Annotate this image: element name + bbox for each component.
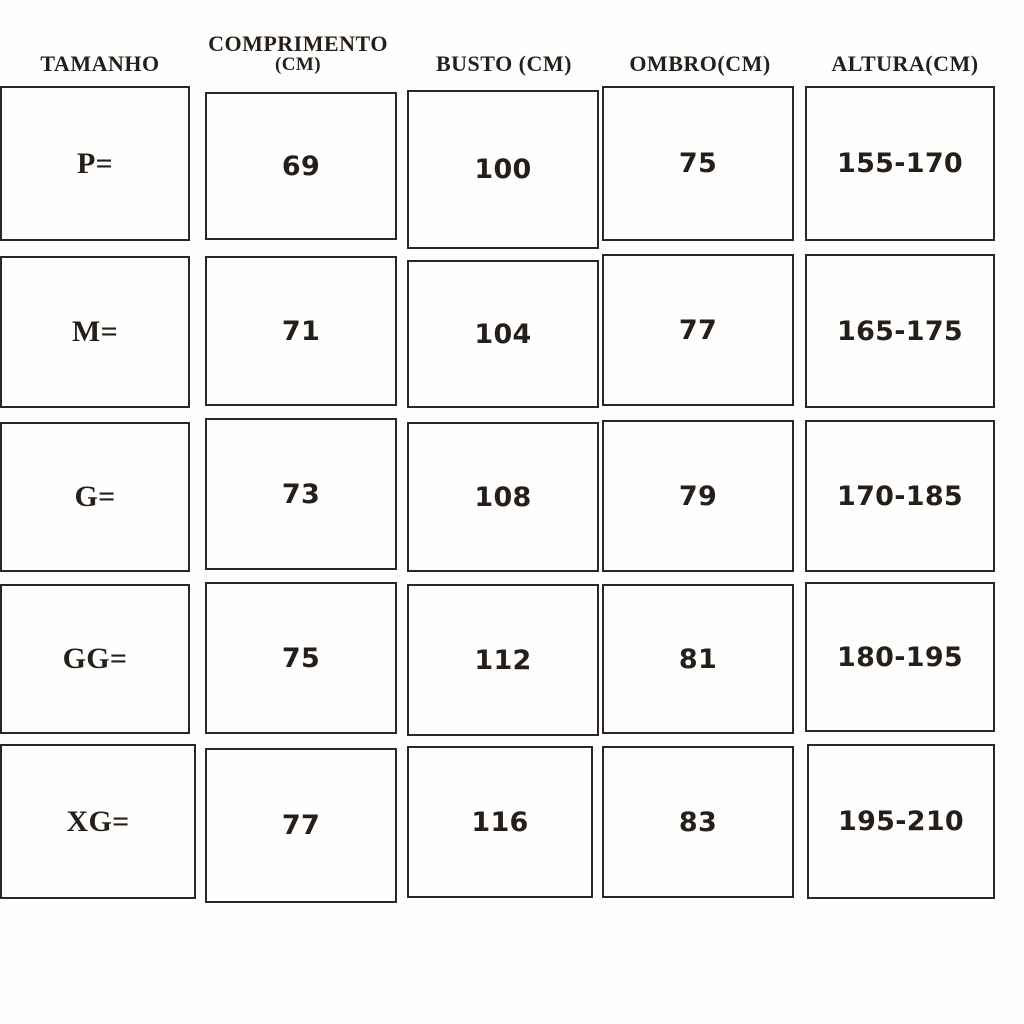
column-header-comprimento-unit: (CM) — [275, 54, 321, 76]
table-row — [602, 746, 794, 898]
cell-busto-0: 100 — [474, 154, 532, 185]
table-header-row — [0, 26, 1024, 88]
cell-altura-3: 180-195 — [836, 641, 964, 673]
cell-size-2: G= — [74, 480, 116, 513]
table-row — [807, 744, 995, 899]
cell-comprimento-2: 73 — [281, 478, 321, 510]
table-row — [205, 92, 397, 240]
table-row — [602, 86, 794, 241]
table-row — [407, 746, 593, 898]
table-row — [805, 420, 995, 572]
column-header-altura — [800, 52, 1010, 75]
cell-altura-0: 155-170 — [836, 148, 964, 179]
cell-busto-1: 104 — [474, 318, 532, 350]
cell-comprimento-4: 77 — [281, 810, 321, 841]
cell-size-1: M= — [71, 315, 118, 348]
table-row — [205, 582, 397, 734]
table-row — [0, 584, 190, 734]
column-header-ombro-label: OMBRO(CM) — [629, 51, 771, 76]
table-row — [805, 254, 995, 408]
column-header-comprimento — [190, 32, 406, 75]
table-row — [205, 256, 397, 406]
column-header-ombro — [600, 52, 800, 75]
cell-busto-2: 108 — [474, 481, 532, 513]
cell-altura-2: 170-185 — [836, 480, 964, 512]
table-row — [602, 584, 794, 734]
column-header-busto-label: BUSTO (CM) — [436, 51, 572, 76]
cell-ombro-3: 81 — [678, 643, 718, 675]
cell-size-0: P= — [76, 146, 114, 180]
cell-comprimento-3: 75 — [281, 642, 321, 674]
cell-size-4: XG= — [66, 804, 130, 838]
table-row — [205, 748, 397, 903]
cell-ombro-1: 77 — [678, 314, 718, 346]
table-row — [805, 86, 995, 241]
column-header-tamanho — [2, 52, 198, 75]
table-row — [0, 422, 190, 572]
table-row — [205, 418, 397, 570]
table-row — [0, 256, 190, 408]
cell-busto-3: 112 — [474, 644, 532, 676]
table-row — [407, 90, 599, 249]
table-row — [407, 584, 599, 736]
table-row — [0, 744, 196, 899]
table-row — [407, 260, 599, 408]
column-header-tamanho-label: TAMANHO — [40, 51, 160, 76]
cell-ombro-4: 83 — [678, 806, 718, 838]
cell-size-3: GG= — [62, 642, 128, 675]
table-row — [602, 420, 794, 572]
cell-busto-4: 116 — [471, 806, 529, 838]
cell-comprimento-1: 71 — [281, 315, 321, 347]
column-header-comprimento-label: COMPRIMENTO — [208, 31, 388, 56]
table-row — [602, 254, 794, 406]
cell-comprimento-0: 69 — [281, 150, 321, 182]
cell-altura-4: 195-210 — [837, 806, 965, 837]
table-grid — [0, 84, 1024, 914]
table-row — [407, 422, 599, 572]
column-header-altura-label: ALTURA(CM) — [831, 51, 979, 76]
cell-ombro-0: 75 — [678, 148, 718, 179]
cell-ombro-2: 79 — [678, 480, 718, 512]
table-row — [805, 582, 995, 732]
cell-altura-1: 165-175 — [836, 315, 964, 347]
table-row — [0, 86, 190, 241]
column-header-busto — [404, 52, 604, 75]
